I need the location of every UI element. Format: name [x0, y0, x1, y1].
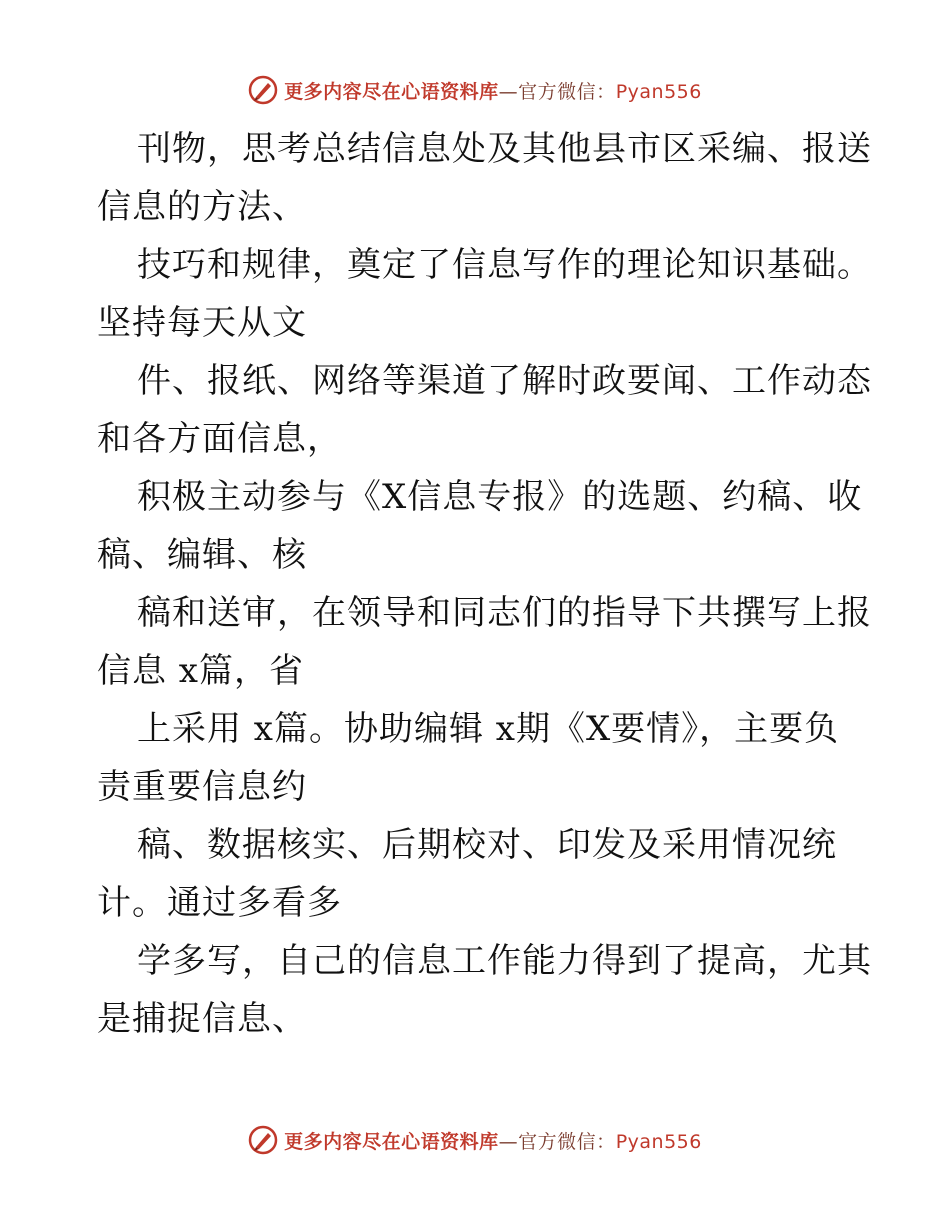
footer-banner-main: 更多内容尽在心语资料库 [284, 1130, 499, 1153]
body-line: 刊物，思考总结信息处及其他县市区采编、报送 [137, 129, 872, 169]
body-line: 学多写，自己的信息工作能力得到了提高，尤其 [137, 941, 872, 981]
body-line: 积极主动参与《X信息专报》的选题、约稿、收 [137, 477, 863, 517]
body-line: 责重要信息约 [97, 767, 307, 807]
document-body [97, 120, 872, 1048]
logo-pen-icon [248, 75, 278, 105]
body-line: 信息的方法、 [97, 187, 307, 227]
footer-banner-text [284, 1127, 702, 1154]
body-line: 稿和送审，在领导和同志们的指导下共撰写上报 [137, 593, 872, 633]
header-banner-dash: — [498, 80, 519, 103]
footer-banner-id: Pyan556 [615, 1130, 702, 1153]
header-banner-id: Pyan556 [615, 80, 702, 103]
body-line: 是捕捉信息、 [97, 999, 307, 1039]
body-line: 技巧和规律，奠定了信息写作的理论知识基础。 [137, 245, 872, 285]
body-line: 计。通过多看多 [97, 883, 342, 923]
body-line: 信息 x篇，省 [97, 651, 304, 691]
body-line: 稿、编辑、核 [97, 535, 307, 575]
header-banner-label: 官方微信： [518, 80, 616, 103]
header-banner-main: 更多内容尽在心语资料库 [284, 80, 499, 103]
logo-pen-icon [248, 1125, 278, 1155]
body-line: 稿、数据核实、后期校对、印发及采用情况统 [137, 825, 837, 865]
footer-banner-dash: — [498, 1130, 519, 1153]
body-line: 上采用 x篇。协助编辑 x期《X要情》，主要负 [137, 709, 840, 749]
footer-banner [0, 1120, 950, 1160]
body-line: 件、报纸、网络等渠道了解时政要闻、工作动态 [137, 361, 872, 401]
body-line: 和各方面信息， [97, 419, 342, 459]
footer-banner-label: 官方微信： [518, 1130, 616, 1153]
header-banner [0, 70, 950, 110]
header-banner-text [284, 77, 702, 104]
body-line: 坚持每天从文 [97, 303, 307, 343]
